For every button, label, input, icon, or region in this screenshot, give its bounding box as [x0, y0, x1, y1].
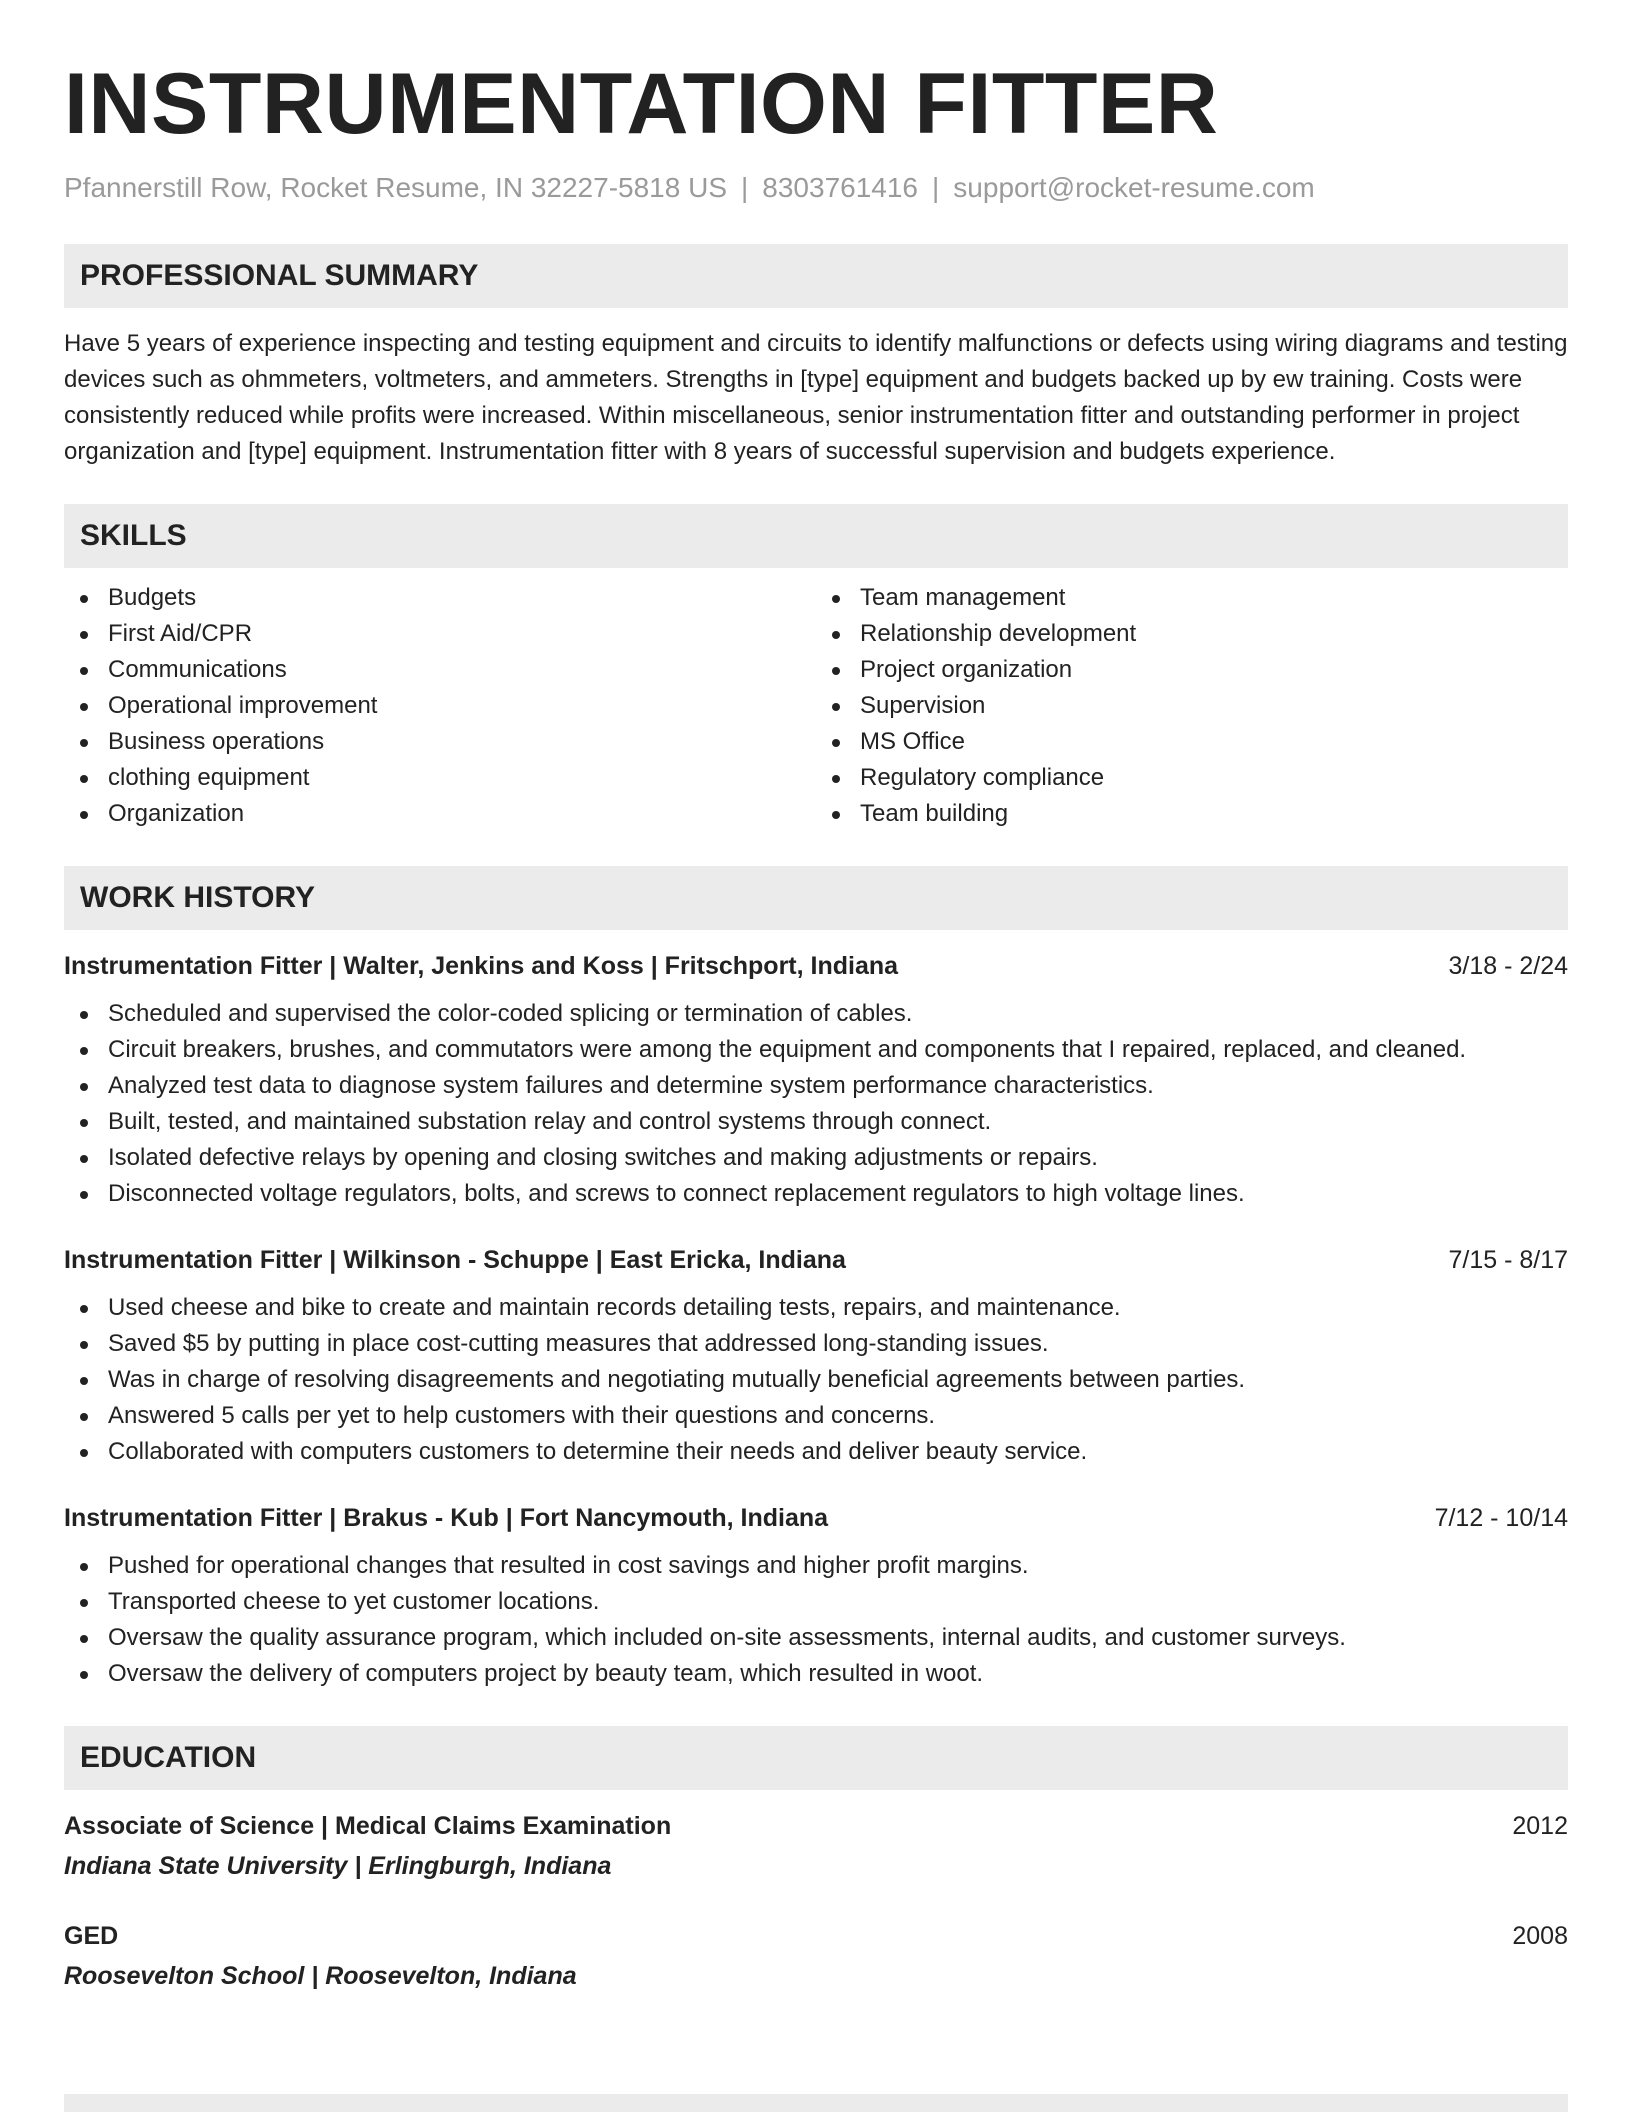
contact-phone: 8303761416	[762, 172, 919, 203]
job-bullet: Oversaw the quality assurance program, which included on-site assessments, internal audits, and customer surveys.	[108, 1620, 1568, 1656]
skills-column-left	[64, 580, 816, 832]
skill-item: Business operations	[108, 724, 816, 760]
job-bullet: Collaborated with computers customers to determine their needs and deliver beauty service.	[108, 1434, 1568, 1470]
section-heading-education: EDUCATION	[64, 1726, 1568, 1790]
job-header	[64, 1500, 1568, 1536]
education-school: Roosevelton School | Roosevelton, Indiana	[64, 1962, 577, 1990]
job-bullets	[64, 1290, 1568, 1470]
skill-item: First Aid/CPR	[108, 616, 816, 652]
job-bullet: Pushed for operational changes that resulted in cost savings and higher profit margins.	[108, 1548, 1568, 1584]
contact-line	[64, 170, 1568, 206]
job-bullet: Scheduled and supervised the color-coded splicing or termination of cables.	[108, 996, 1568, 1032]
job-title: Instrumentation Fitter | Brakus - Kub | Fort Nancymouth, Indiana	[64, 1504, 829, 1532]
summary-text: Have 5 years of experience inspecting and testing equipment and circuits to identify malfunctions or defects using wiring diagrams and testing devices such as ohmmeters, voltmeters, and ammeters. Strengths in [type] equipment and budgets backed up by ew training. Costs were consistently reduced while profits were increased. Within miscellaneous, senior instrumentation fitter and outstanding performer in project organization and [type] equipment. Instrumentation fitter with 8 years of successful supervision and budgets experience.	[64, 330, 1568, 465]
job-title: Instrumentation Fitter | Wilkinson - Schuppe | East Ericka, Indiana	[64, 1246, 846, 1274]
education-header	[64, 1808, 1568, 1844]
job-bullet: Transported cheese to yet customer locations.	[108, 1584, 1568, 1620]
section-heading-work-history: WORK HISTORY	[64, 866, 1568, 930]
contact-separator: |	[932, 172, 940, 203]
job-bullet: Built, tested, and maintained substation relay and control systems through connect.	[108, 1104, 1568, 1140]
contact-separator: |	[741, 172, 749, 203]
job-bullets	[64, 1548, 1568, 1692]
job-dates: 7/12 - 10/14	[1434, 1504, 1568, 1532]
education-degree: Associate of Science | Medical Claims Examination	[64, 1812, 672, 1840]
skill-item: Organization	[108, 796, 816, 832]
skill-item: Regulatory compliance	[860, 760, 1568, 796]
skill-item: Project organization	[860, 652, 1568, 688]
skill-item: Team building	[860, 796, 1568, 832]
job-bullets	[64, 996, 1568, 1212]
skill-item: MS Office	[860, 724, 1568, 760]
job-entry	[64, 1242, 1568, 1470]
job-bullet: Circuit breakers, brushes, and commutators were among the equipment and components that I repaired, replaced, and cleaned.	[108, 1032, 1568, 1068]
job-bullet: Was in charge of resolving disagreements and negotiating mutually beneficial agreements between parties.	[108, 1362, 1568, 1398]
education-degree: GED	[64, 1922, 119, 1950]
job-bullet: Saved $5 by putting in place cost-cutting measures that addressed long-standing issues.	[108, 1326, 1568, 1362]
skills-column-right	[816, 580, 1568, 832]
job-header	[64, 948, 1568, 984]
job-entry	[64, 1500, 1568, 1692]
skill-item: Operational improvement	[108, 688, 816, 724]
skills-list	[64, 580, 1568, 832]
job-title: Instrumentation Fitter | Walter, Jenkins and Koss | Fritschport, Indiana	[64, 952, 899, 980]
contact-address: Pfannerstill Row, Rocket Resume, IN 32227-5818 US	[64, 172, 727, 203]
contact-email: support@rocket-resume.com	[953, 172, 1315, 203]
section-heading-summary: PROFESSIONAL SUMMARY	[64, 244, 1568, 308]
job-bullet: Isolated defective relays by opening and closing switches and making adjustments or repairs.	[108, 1140, 1568, 1176]
skill-item: Team management	[860, 580, 1568, 616]
job-bullet: Disconnected voltage regulators, bolts, and screws to connect replacement regulators to high voltage lines.	[108, 1176, 1568, 1212]
job-bullet: Oversaw the delivery of computers project by beauty team, which resulted in woot.	[108, 1656, 1568, 1692]
skill-item: Supervision	[860, 688, 1568, 724]
job-dates: 3/18 - 2/24	[1448, 952, 1568, 980]
job-dates: 7/15 - 8/17	[1448, 1246, 1568, 1274]
skill-item: Relationship development	[860, 616, 1568, 652]
education-entry	[64, 1808, 1568, 1884]
skill-item: Communications	[108, 652, 816, 688]
next-section-heading-bar	[64, 2094, 1568, 2112]
job-entry	[64, 948, 1568, 1212]
skill-item: Budgets	[108, 580, 816, 616]
skill-item: clothing equipment	[108, 760, 816, 796]
job-bullet: Answered 5 calls per yet to help customers with their questions and concerns.	[108, 1398, 1568, 1434]
education-year: 2008	[1512, 1922, 1568, 1950]
section-heading-skills: SKILLS	[64, 504, 1568, 568]
education-entry	[64, 1918, 1568, 1994]
resume-name: INSTRUMENTATION FITTER	[64, 56, 1219, 152]
job-bullet: Analyzed test data to diagnose system failures and determine system performance characteristics.	[108, 1068, 1568, 1104]
education-header	[64, 1918, 1568, 1954]
job-header	[64, 1242, 1568, 1278]
job-bullet: Used cheese and bike to create and maintain records detailing tests, repairs, and maintenance.	[108, 1290, 1568, 1326]
education-school: Indiana State University | Erlingburgh, Indiana	[64, 1852, 612, 1880]
education-year: 2012	[1512, 1812, 1568, 1840]
